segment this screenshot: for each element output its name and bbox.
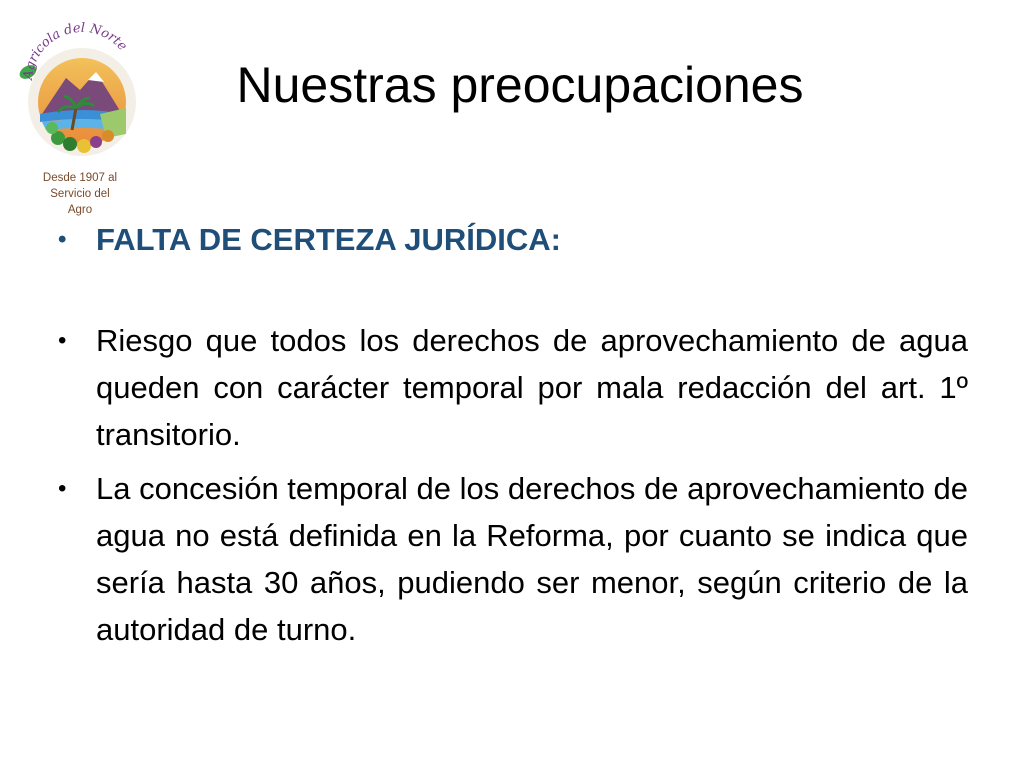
- bullet-item: [58, 465, 968, 653]
- svg-text:Agricola del Norte: Agricola del Norte: [20, 22, 130, 81]
- logo-tagline: [26, 170, 134, 218]
- slide-title: Nuestras preocupaciones: [236, 57, 804, 113]
- bullet-icon: •: [58, 327, 67, 354]
- bullet-item: [58, 317, 968, 458]
- bullet-text: La concesión temporal de los derechos de aprovechamiento de agua no está definida en la Reforma, por cuanto se indica que sería hasta 30 años, pudiendo ser menor, según criterio de la autoridad de turno.: [96, 471, 968, 647]
- bullet-icon: •: [58, 475, 67, 502]
- bullet-item: [58, 216, 968, 263]
- bullet-list: [58, 216, 968, 653]
- bullet-icon: •: [58, 226, 67, 253]
- bullet-text: FALTA DE CERTEZA JURÍDICA:: [96, 222, 561, 257]
- company-logo: [14, 22, 146, 220]
- logo-tagline-line: Servicio del: [50, 188, 110, 200]
- logo-emblem-icon: [14, 22, 146, 172]
- logo-tagline-line: Agro: [67, 204, 93, 216]
- logo-tagline-line: Desde 1907 al: [42, 172, 118, 184]
- bullet-text: Riesgo que todos los derechos de aprovechamiento de agua queden con carácter temporal por mala redacción del art. 1º transitorio.: [96, 323, 968, 452]
